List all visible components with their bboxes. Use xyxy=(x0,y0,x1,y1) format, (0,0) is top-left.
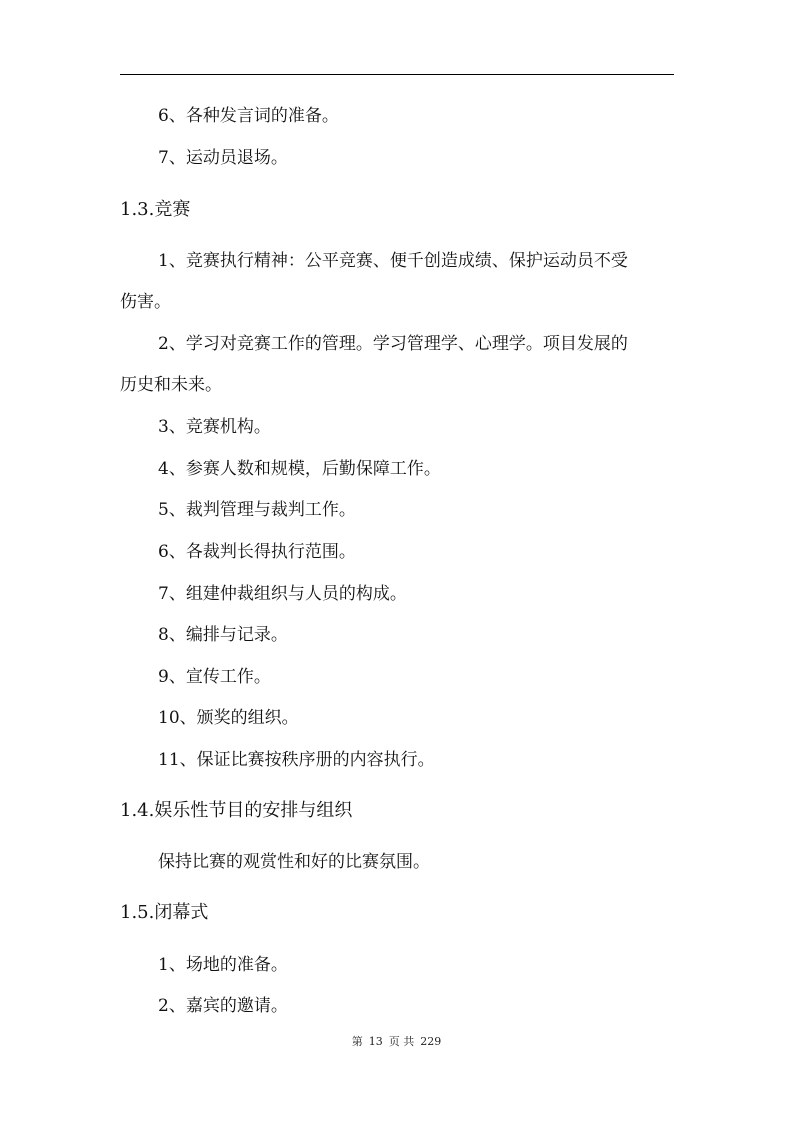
list-item: 7、运动员退场。 xyxy=(158,148,288,168)
footer-middle: 页 共 xyxy=(388,1035,415,1048)
list-item-continuation: 历史和未来。 xyxy=(120,375,222,395)
section-heading-1-3: 1.3.竞赛 xyxy=(120,199,191,220)
page-footer xyxy=(0,1034,793,1050)
list-item: 11、保证比赛按秩序册的内容执行。 xyxy=(158,750,435,770)
footer-prefix: 第 xyxy=(351,1035,363,1048)
list-item: 3、竞赛机构。 xyxy=(158,417,271,437)
list-item: 7、组建仲裁组织与人员的构成。 xyxy=(158,584,407,604)
list-item: 2、嘉宾的邀请。 xyxy=(158,996,288,1016)
footer-page-number: 13 xyxy=(368,1035,383,1048)
header-rule xyxy=(120,74,674,75)
list-item: 1、竞赛执行精神：公平竞赛、便千创造成绩、保护运动员不受 xyxy=(158,251,628,271)
list-item: 9、宣传工作。 xyxy=(158,667,271,687)
list-item: 4、参赛人数和规模，后勤保障工作。 xyxy=(158,459,441,479)
list-item: 10、颁奖的组织。 xyxy=(158,708,299,728)
list-item: 6、各种发言词的准备。 xyxy=(158,106,339,126)
section-heading-1-5: 1.5.闭幕式 xyxy=(120,902,209,923)
list-item: 6、各裁判长得执行范围。 xyxy=(158,542,356,562)
list-item: 5、裁判管理与裁判工作。 xyxy=(158,500,356,520)
list-item: 2、学习对竞赛工作的管理。学习管理学、心理学。项目发展的 xyxy=(158,334,628,354)
list-item: 8、编排与记录。 xyxy=(158,625,288,645)
paragraph: 保持比赛的观赏性和好的比赛氛围。 xyxy=(158,852,430,872)
section-heading-1-4: 1.4.娱乐性节目的安排与组织 xyxy=(120,800,353,821)
footer-total-pages: 229 xyxy=(420,1035,442,1048)
list-item: 1、场地的准备。 xyxy=(158,955,288,975)
list-item-continuation: 伤害。 xyxy=(120,292,171,312)
